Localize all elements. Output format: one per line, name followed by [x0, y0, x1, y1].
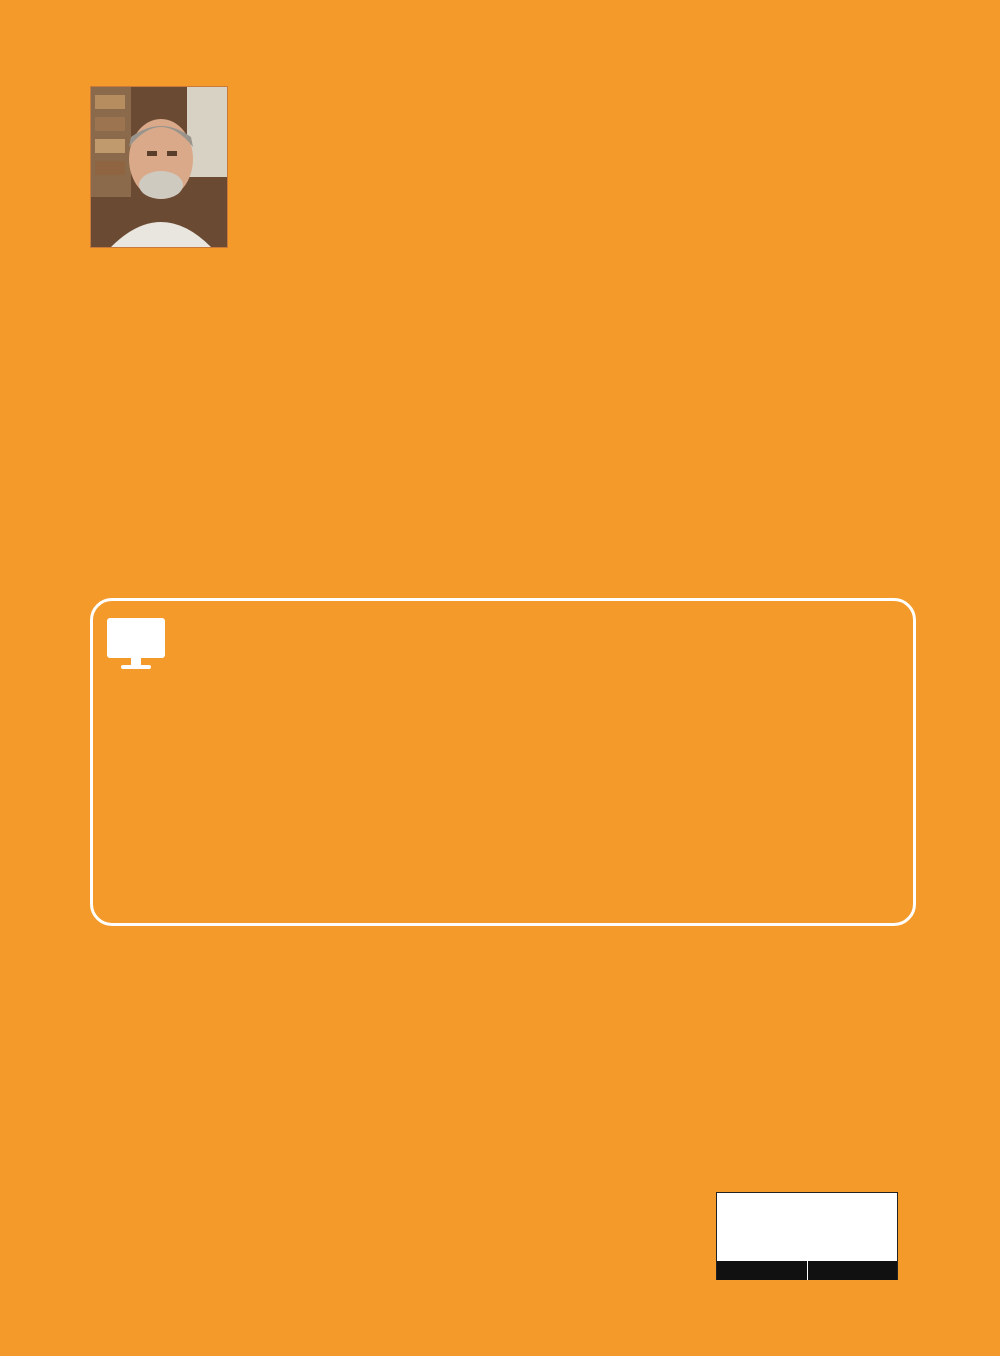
product-code	[717, 1261, 807, 1280]
author-photo	[90, 86, 228, 248]
decorative-border-left	[12, 40, 42, 1330]
decorative-border-top	[0, 20, 1000, 50]
decorative-border-right	[958, 40, 988, 1330]
price	[807, 1261, 897, 1280]
decorative-border-bottom	[0, 1325, 1000, 1351]
monitor-icon	[107, 618, 165, 672]
barcode-bars	[725, 1209, 889, 1245]
barcode-box	[716, 1192, 898, 1280]
online-section-box	[90, 598, 916, 926]
